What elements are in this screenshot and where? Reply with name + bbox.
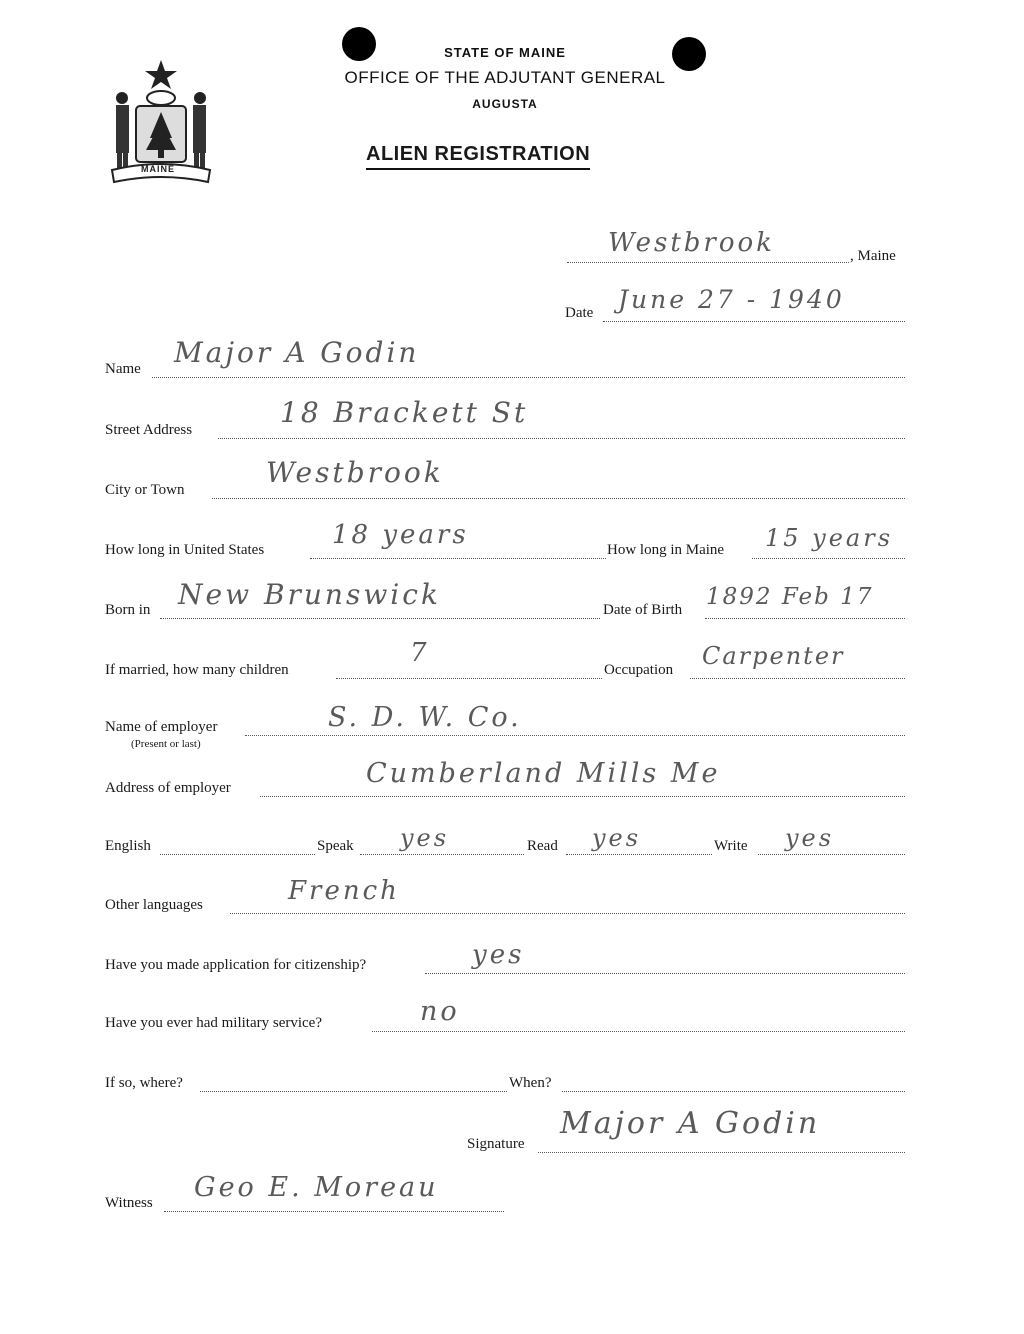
header-city: AUGUSTA: [472, 97, 538, 111]
how-long-us-line: [310, 558, 606, 559]
speak-value: yes: [400, 824, 450, 852]
write-label: Write: [714, 838, 748, 854]
read-line: [566, 854, 712, 855]
employer-line: [245, 735, 905, 736]
speak-line: [360, 854, 524, 855]
other-languages-label: Other languages: [105, 897, 203, 913]
signature-line: [538, 1152, 905, 1153]
seal-banner-text: MAINE: [141, 164, 175, 174]
street-line: [218, 438, 905, 439]
when-line: [562, 1091, 905, 1092]
where-label: If so, where?: [105, 1075, 183, 1091]
street-label: Street Address: [105, 422, 193, 438]
employer-address-line: [260, 796, 905, 797]
citizenship-line: [425, 973, 905, 974]
header-office: OFFICE OF THE ADJUTANT GENERAL: [344, 68, 666, 87]
employer-address-label: Address of employer: [105, 780, 231, 796]
name-value: Major A Godin: [174, 336, 420, 369]
children-label: If married, how many children: [105, 662, 289, 678]
how-long-us-label: How long in United States: [105, 542, 265, 558]
read-value: yes: [592, 824, 642, 852]
citizenship-label: Have you made application for citizenship?: [105, 957, 367, 973]
city-value: Westbrook: [266, 456, 444, 489]
occupation-label: Occupation: [604, 662, 674, 678]
signature-label: Signature: [467, 1136, 525, 1152]
date-of-birth-label: Date of Birth: [603, 602, 683, 618]
how-long-maine-line: [752, 558, 905, 559]
other-languages-value: French: [288, 876, 400, 906]
city-label: City or Town: [105, 482, 185, 498]
how-long-us-value: 18 years: [332, 520, 469, 550]
form-title: ALIEN REGISTRATION: [366, 143, 590, 170]
occupation-value: Carpenter: [702, 642, 845, 670]
witness-value: Geo E. Moreau: [194, 1172, 439, 1203]
military-label: Have you ever had military service?: [105, 1015, 322, 1031]
name-label: Name: [105, 361, 141, 377]
born-in-label: Born in: [105, 602, 151, 618]
date-value: June 27 - 1940: [618, 285, 845, 314]
date-line: [603, 321, 905, 322]
header-state: STATE OF MAINE: [444, 45, 566, 60]
write-line: [758, 854, 905, 855]
other-languages-line: [230, 913, 905, 914]
date-of-birth-line: [705, 618, 905, 619]
name-line: [152, 377, 905, 378]
signature-value: Major A Godin: [560, 1106, 821, 1141]
town-value: Westbrook: [608, 228, 775, 258]
children-line: [336, 678, 602, 679]
employer-label: Name of employer: [105, 719, 218, 735]
date-label: Date: [565, 305, 594, 321]
children-value: 7: [410, 638, 430, 668]
citizenship-value: yes: [472, 940, 525, 970]
town-line: [567, 262, 849, 263]
employer-value: S. D. W. Co.: [328, 702, 522, 733]
military-line: [372, 1031, 905, 1032]
write-value: yes: [785, 824, 835, 852]
where-line: [200, 1091, 507, 1092]
city-line: [212, 498, 905, 499]
maine-label: , Maine: [850, 248, 896, 264]
speak-label: Speak: [317, 838, 354, 854]
how-long-maine-value: 15 years: [765, 524, 894, 552]
english-line: [160, 854, 315, 855]
read-label: Read: [527, 838, 558, 854]
born-in-value: New Brunswick: [178, 578, 441, 611]
witness-label: Witness: [105, 1195, 153, 1211]
occupation-line: [690, 678, 905, 679]
street-value: 18 Brackett St: [280, 396, 529, 429]
military-value: no: [420, 996, 460, 1027]
english-label: English: [105, 838, 151, 854]
employer-address-value: Cumberland Mills Me: [366, 758, 721, 789]
born-in-line: [160, 618, 600, 619]
date-of-birth-value: 1892 Feb 17: [706, 584, 874, 610]
witness-line: [164, 1211, 504, 1212]
when-label: When?: [509, 1075, 552, 1091]
how-long-maine-label: How long in Maine: [607, 542, 725, 558]
employer-sublabel: (Present or last): [131, 738, 201, 750]
